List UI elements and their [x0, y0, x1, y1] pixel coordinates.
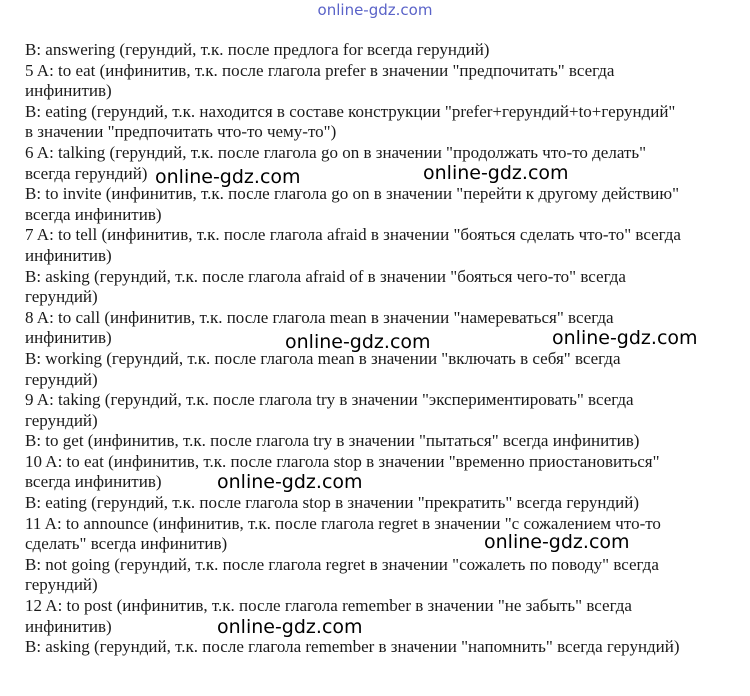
text-line: 8 A: to call (инфинитив, т.к. после глагола mean в значении "намереваться" всегда: [25, 307, 614, 327]
text-line: герундий): [25, 410, 98, 430]
watermark: online-gdz.com: [552, 327, 698, 349]
text-line: 10 A: to eat (инфинитив, т.к. после глагола stop в значении "временно приостановиться": [25, 451, 660, 471]
text-line: B: to get (инфинитив, т.к. после глагола try в значении "пытаться" всегда инфинитив): [25, 431, 640, 451]
text-line: B: to invite (инфинитив, т.к. после глагола go on в значении "перейти к другому действию": [25, 184, 680, 204]
text-line: B: eating (герундий, т.к. находится в составе конструкции "prefer+герундий+to+герундий": [25, 101, 676, 121]
text-line: 7 A: to tell (инфинитив, т.к. после глагола afraid в значении "бояться сделать что-то" всегда: [25, 225, 681, 245]
text-line: всегда герундий): [25, 163, 148, 183]
watermark: online-gdz.com: [217, 616, 363, 638]
answer-text: [25, 40, 740, 678]
text-line: всегда инфинитив): [25, 204, 162, 224]
text-line: герундий): [25, 575, 98, 595]
text-line: B: working (герундий, т.к. после глагола mean в значении "включать в себя" всегда: [25, 348, 621, 368]
header-watermark: online-gdz.com: [317, 1, 433, 19]
watermark: online-gdz.com: [484, 531, 630, 553]
text-line: 6 A: talking (герундий, т.к. после глагола go on в значении "продолжать что-то делать": [25, 142, 647, 162]
text-line: 9 A: taking (герундий, т.к. после глагола try в значении "экспериментировать" всегда: [25, 390, 634, 410]
text-line: B: eating (герундий, т.к. после глагола stop в значении "прекратить" всегда герундий): [25, 493, 640, 513]
watermark: online-gdz.com: [423, 162, 569, 184]
text-line: в значении "предпочитать что-то чему-то"): [25, 122, 337, 142]
text-line: 5 A: to eat (инфинитив, т.к. после глагола prefer в значении "предпочитать" всегда: [25, 60, 615, 80]
watermark: online-gdz.com: [155, 166, 301, 188]
text-line: 12 A: to post (инфинитив, т.к. после глагола remember в значении "не забыть" всегда: [25, 596, 632, 616]
text-line: герундий): [25, 369, 98, 389]
text-line: B: not going (герундий, т.к. после глагола regret в значении "сожалеть по поводу" всегда: [25, 554, 659, 574]
text-line: инфинитив): [25, 328, 112, 348]
text-line: 11 A: to announce (инфинитив, т.к. после глагола regret в значении "с сожалением что-то: [25, 513, 661, 533]
text-line: B: asking (герундий, т.к. после глагола afraid of в значении "бояться чего-то" всегда: [25, 266, 626, 286]
text-line: сделать" всегда инфинитив): [25, 534, 228, 554]
text-line: B: asking (герундий, т.к. после глагола remember в значении "напомнить" всегда герундий): [25, 637, 680, 657]
text-line: [25, 658, 740, 679]
text-line: инфинитив): [25, 81, 112, 101]
watermark: online-gdz.com: [217, 471, 363, 493]
text-line: всегда инфинитив): [25, 472, 162, 492]
text-line: B: answering (герундий, т.к. после предлога for всегда герундий): [25, 40, 490, 59]
text-line: герундий): [25, 287, 98, 307]
watermark: online-gdz.com: [285, 331, 431, 353]
text-line: инфинитив): [25, 245, 112, 265]
text-line: инфинитив): [25, 616, 112, 636]
